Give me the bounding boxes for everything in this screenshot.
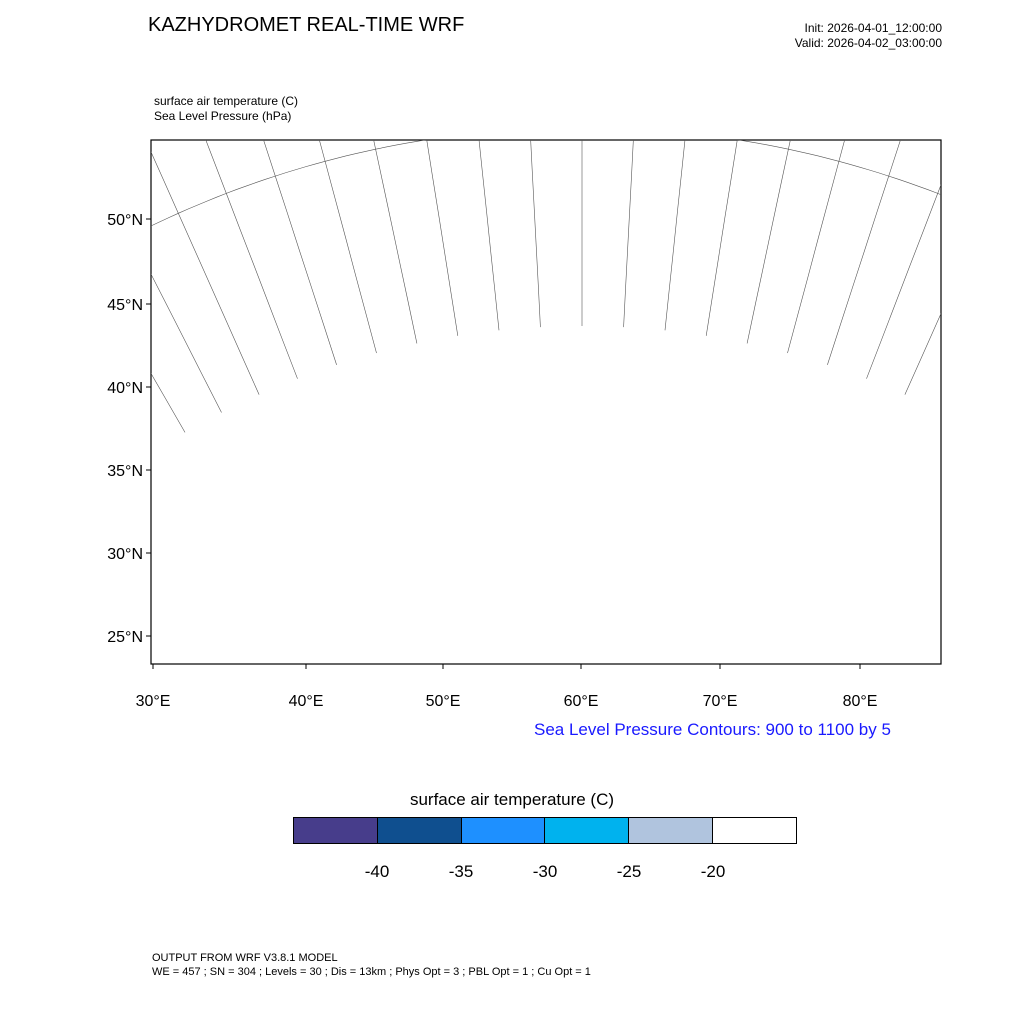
parallel-line: [0, 0, 1024, 157]
pressure-contour: [62, 0, 1024, 99]
lon-label: 70°E: [702, 693, 738, 710]
lat-label: 30°N: [107, 546, 143, 563]
pressure-contours: [0, 0, 1024, 99]
lat-label: 35°N: [107, 463, 143, 480]
colorbar-tick-label: -25: [616, 862, 642, 881]
init-time: Init: 2026-04-01_12:00:00: [804, 21, 942, 35]
colorbar-swatch: [294, 818, 378, 843]
colorbar-swatch: [713, 818, 796, 843]
meridian-line: [943, 0, 1024, 413]
colorbar-swatch: [462, 818, 546, 843]
colorbar-swatch: [629, 818, 713, 843]
lon-axis-labels: [136, 693, 878, 710]
colorbar-swatch: [378, 818, 462, 843]
lon-label: 60°E: [563, 693, 599, 710]
meridian-line: [979, 0, 1024, 432]
lon-label: 80°E: [842, 693, 878, 710]
colorbar-tick-label: -20: [700, 862, 726, 881]
map-frame: [151, 140, 941, 664]
field-slp-label: Sea Level Pressure (hPa): [154, 109, 292, 123]
contour-note: Sea Level Pressure Contours: 900 to 1100 by 5: [534, 720, 891, 739]
field-temp-label: surface air temperature (C): [154, 94, 299, 108]
colorbar-tick-label: -30: [532, 862, 558, 881]
lon-label: 50°E: [425, 693, 461, 710]
colorbar-tick-label: -40: [364, 862, 390, 881]
colorbar-title: surface air temperature (C): [409, 790, 615, 809]
lat-axis-labels: [107, 212, 143, 646]
lat-label: 25°N: [107, 629, 143, 646]
colorbar-swatch: [545, 818, 629, 843]
lat-label: 45°N: [107, 297, 143, 314]
colorbar-tick-label: -35: [448, 862, 474, 881]
lon-label: 40°E: [288, 693, 324, 710]
meridian-line: [0, 0, 115, 478]
valid-time: Valid: 2026-04-02_03:00:00: [794, 36, 942, 50]
lat-label: 50°N: [107, 212, 143, 229]
lat-label: 40°N: [107, 380, 143, 397]
colorbar: [293, 817, 797, 844]
main-title: KAZHYDROMET REAL-TIME WRF: [148, 14, 465, 36]
model-info: OUTPUT FROM WRF V3.8.1 MODEL: [152, 952, 338, 964]
lon-label: 30°E: [135, 693, 171, 710]
model-params: WE = 457 ; SN = 304 ; Levels = 30 ; Dis = 13km ; Phys Opt = 3 ; PBL Opt = 1 ; Cu Opt = 1: [152, 966, 591, 978]
